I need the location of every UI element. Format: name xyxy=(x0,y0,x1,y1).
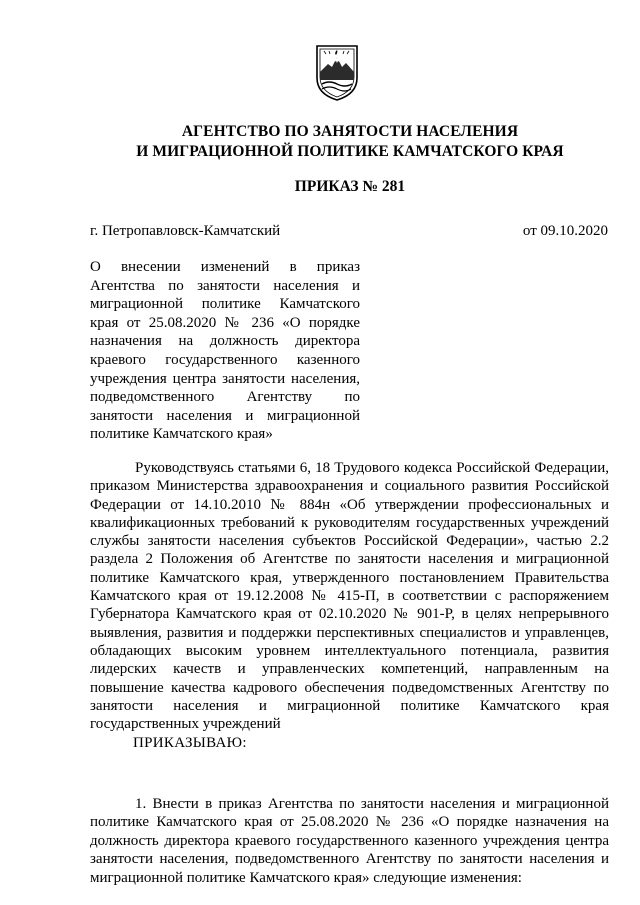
kamchatka-coat-of-arms-icon xyxy=(314,42,360,102)
agency-name xyxy=(80,122,620,162)
legal-basis-paragraph: Руководствуясь статьями 6, 18 Трудового кодекса Российской Федерации, приказом Министерства здравоохранения и социального развития Российской Федерации от 14.10.2010 № 884н «Об утверждении профессиональных и квалификационных требований к руководителям государственных учреждений службы занятости населения субъектов Российской Федерации», частью 2.2 раздела 2 Положения об Агентстве по занятости населения и миграционной политике Камчатского края, утвержденного постановлением Правительства Камчатского края от 19.12.2008 № 415-П, в соответствии с распоряжением Губернатора Камчатского края от 02.10.2020 № 901-Р, в целях непрерывного выявления, развития и поддержки перспективных специалистов и управленцев, обладающих высоким уровнем интеллектуального потенциала, развития лидерских качеств и управленческих компетенций, направленным на повышение качества кадрового обеспечения подведомственных Агентству по занятости населения и миграционной политике Камчатского края государственных учреждений xyxy=(90,460,609,733)
agency-name-line1: АГЕНТСТВО ПО ЗАНЯТОСТИ НАСЕЛЕНИЯ xyxy=(181,123,519,140)
city: г. Петропавловск-Камчатский xyxy=(90,223,281,239)
decree-word: ПРИКАЗЫВАЮ: xyxy=(133,735,247,751)
order-title: ПРИКАЗ № 281 xyxy=(294,178,406,195)
order-date: от 09.10.2020 xyxy=(522,223,608,239)
order-subject: О внесении изменений в приказ Агентства по занятости населения и миграционной политике Камчатского края от 25.08.2020 № 236 «О порядке назначения на должность директора краевого государственного казенного учреждения центра занятости населения, подведомственного Агентству по занятости населения и миграционной политике Камчатского края» xyxy=(90,259,360,443)
agency-name-line2: И МИГРАЦИОННОЙ ПОЛИТИКЕ КАМЧАТСКОГО КРАЯ xyxy=(136,143,564,160)
order-item-1: 1. Внести в приказ Агентства по занятости населения и миграционной политике Камчатского края от 25.08.2020 № 236 «О порядке назначения на должность директора краевого государственного казенного учреждения центра занятости населения, подведомственного Агентству по занятости населения и миграционной политике Камчатского края» следующие изменения: xyxy=(90,796,609,886)
